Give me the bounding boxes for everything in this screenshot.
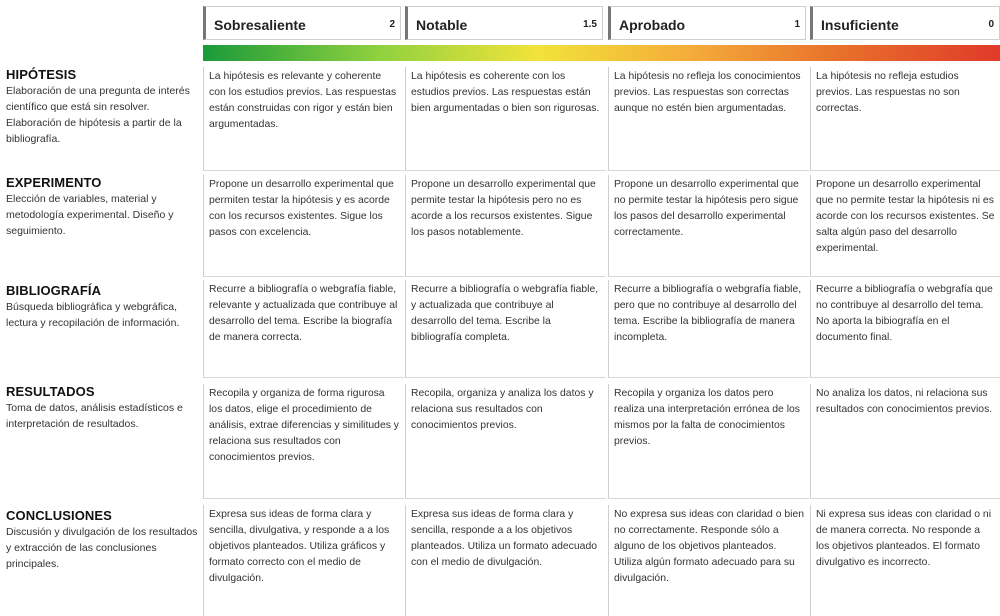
- rubric-cell: Recopila y organiza los datos pero realiza una interpretación errónea de los mismos por la falta de conocimientos previos.: [608, 384, 809, 499]
- rubric-cell: Expresa sus ideas de forma clara y sencilla, divulgativa, y responde a a los objetivos planteados. Utiliza gráficos y formato correcto con el medio de divulgación.: [203, 505, 404, 616]
- criterion-label: [6, 283, 201, 331]
- criterion-row-experimento: [0, 175, 1000, 277]
- criterion-title: HIPÓTESIS: [6, 67, 77, 82]
- score-gradient-bar: [203, 45, 1000, 61]
- rubric-cell: La hipótesis es relevante y coherente con los estudios previos. Las respuestas están construidas con rigor y están bien argumentadas.: [203, 67, 404, 171]
- rubric-cell: La hipótesis es coherente con los estudios previos. Las respuestas están bien argumentadas o bien son rigurosas.: [405, 67, 606, 171]
- rubric-cell: Propone un desarrollo experimental que no permite testar la hipótesis ni es acorde con los recursos existentes. Se salta algún paso del desarrollo experimental.: [810, 175, 1000, 277]
- rubric-cell: Expresa sus ideas de forma clara y sencilla, responde a a los objetivos planteados. Utiliza un formato adecuado con el medio de divulgación.: [405, 505, 606, 616]
- criterion-row-hipotesis: [0, 67, 1000, 171]
- criterion-row-conclusiones: [0, 505, 1000, 616]
- criterion-title: CONCLUSIONES: [6, 508, 112, 523]
- criterion-label: [6, 384, 201, 432]
- level-label: Insuficiente: [821, 17, 899, 33]
- criterion-description: Toma de datos, análisis estadísticos e interpretación de resultados.: [6, 402, 183, 430]
- level-score: 1.5: [583, 19, 597, 30]
- criterion-label: [6, 175, 201, 239]
- rubric-cell: La hipótesis no refleja estudios previos. Las respuestas no son correctas.: [810, 67, 1000, 171]
- level-header-aprobado: [608, 6, 806, 40]
- rubric-cell: Propone un desarrollo experimental que no permite testar la hipótesis pero sigue los pasos del desarrollo experimental correctamente.: [608, 175, 809, 277]
- criterion-row-resultados: [0, 384, 1000, 499]
- criterion-label: [6, 67, 201, 147]
- rubric-cell: No expresa sus ideas con claridad o bien no correctamente. Responde sólo a alguno de los objetivos planteados. Utiliza algún formato adecuado para su divulgación.: [608, 505, 809, 616]
- criterion-title: RESULTADOS: [6, 384, 95, 399]
- rubric-cell: La hipótesis no refleja los conocimientos previos. Las respuestas son correctas aunque no estén bien argumentadas.: [608, 67, 809, 171]
- criterion-description: Búsqueda bibliográfica y webgráfica, lectura y recopilación de información.: [6, 301, 180, 329]
- rubric-cell: Recurre a bibliografía o webgrafía fiable, y actualizada que contribuye al desarrollo del tema. Escribe la bibliografía completa.: [405, 280, 606, 378]
- level-header-sobresaliente: [203, 6, 401, 40]
- level-score: 0: [988, 19, 994, 30]
- rubric-cell: Recopila y organiza de forma rigurosa los datos, elige el procedimiento de análisis, extrae diferencias y similitudes y relaciona sus resultados con conocimientos previos.: [203, 384, 404, 499]
- level-label: Notable: [416, 17, 468, 33]
- level-score: 1: [794, 19, 800, 30]
- rubric-cell: Propone un desarrollo experimental que permite testar la hipótesis pero no es acorde a los recursos existentes. Sigue los pasos notablemente.: [405, 175, 606, 277]
- level-score: 2: [389, 19, 395, 30]
- rubric-cell: Recopila, organiza y analiza los datos y relaciona sus resultados con conocimientos previos.: [405, 384, 606, 499]
- criterion-description: Discusión y divulgación de los resultados y extracción de las conclusiones principales.: [6, 526, 198, 570]
- criterion-title: BIBLIOGRAFÍA: [6, 283, 102, 298]
- level-label: Aprobado: [619, 17, 686, 33]
- level-header-notable: [405, 6, 603, 40]
- rubric-cell: Ni expresa sus ideas con claridad o ni de manera correcta. No responde a los objetivos planteados. El formato divulgativo es incorrecto.: [810, 505, 1000, 616]
- criterion-description: Elaboración de una pregunta de interés científico que está sin resolver. Elaboración de hipótesis a partir de la bibliografía.: [6, 85, 190, 145]
- rubric-cell: Recurre a bibliografía o webgrafía que no contribuye al desarrollo del tema. No aporta la bibiografía en el documento final.: [810, 280, 1000, 378]
- level-label: Sobresaliente: [214, 17, 306, 33]
- level-header-insuficiente: [810, 6, 1000, 40]
- rubric-header-row: [203, 6, 1000, 42]
- rubric-cell: Propone un desarrollo experimental que permiten testar la hipótesis y es acorde con los recursos existentes. Sigue los pasos con excelencia.: [203, 175, 404, 277]
- criterion-row-bibliografia: [0, 280, 1000, 378]
- criterion-title: EXPERIMENTO: [6, 175, 102, 190]
- rubric-cell: No analiza los datos, ni relaciona sus resultados con conocimientos previos.: [810, 384, 1000, 499]
- criterion-description: Elección de variables, material y metodología experimental. Diseño y seguimiento.: [6, 193, 174, 237]
- rubric-cell: Recurre a bibliografía o webgrafía fiable, pero que no contribuye al desarrollo del tema. Escribe la bibliografía de manera incompleta.: [608, 280, 809, 378]
- criterion-label: [6, 508, 201, 572]
- rubric-cell: Recurre a bibliografía o webgrafía fiable, relevante y actualizada que contribuye al desarrollo del tema. Escribe la biografía de manera correcta.: [203, 280, 404, 378]
